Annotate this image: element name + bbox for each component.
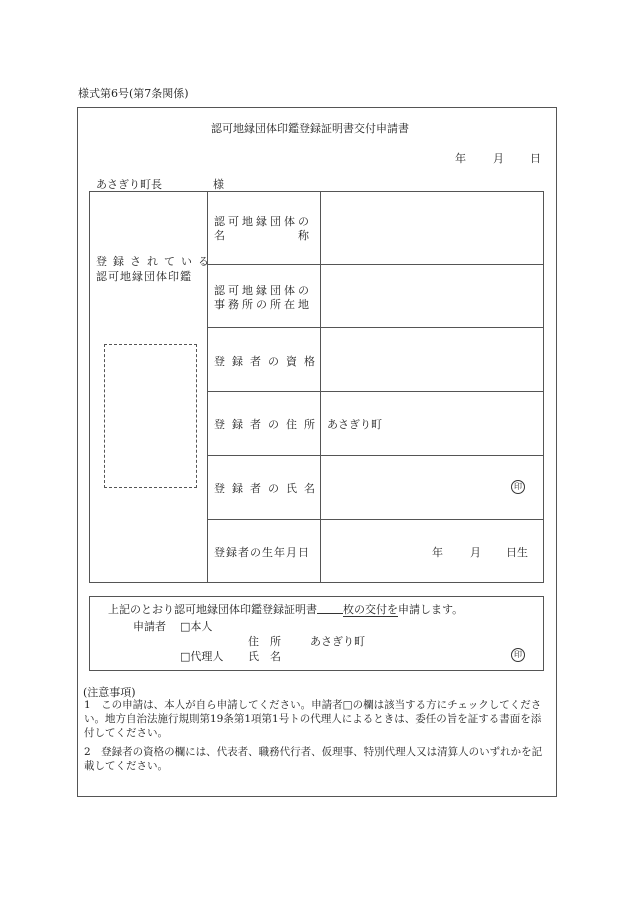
- row-value-registrant-address: あさぎり町: [327, 418, 382, 431]
- notes-heading: (注意事項): [83, 686, 136, 699]
- date-month: 月: [493, 152, 504, 165]
- table-row-line: [207, 519, 544, 520]
- birthdate-year: 年: [432, 546, 443, 559]
- note-item: 1 この申請は、本人が自ら申請してください。申請者□の欄は該当する方にチェックしてください。地方自治法施行規則第19条第1項第1号トの代理人によるときは、委任の旨を証する書面を添付してください。: [84, 699, 542, 739]
- registered-seal-label: 認可地縁団体印鑑: [96, 270, 192, 283]
- row-label-office-address: 事務所の所在地: [214, 298, 312, 311]
- addressee-name: あさぎり町長: [96, 178, 162, 191]
- note-item: 2 登録者の資格の欄には、代表者、職務代行者、仮理事、特別代理人又は清算人のいずれかを記載してください。: [84, 746, 543, 772]
- birthdate-day: 日生: [506, 546, 528, 559]
- applicant-seal-mark: 印: [511, 648, 525, 662]
- registered-seal-label: 登録されている: [96, 255, 215, 268]
- row-label-birthdate: 登録者の生年月日: [214, 546, 310, 559]
- row-label-qualification: 登録者の資格: [214, 355, 322, 368]
- addressee-honorific: 様: [213, 178, 224, 191]
- seal-impression-box: [104, 344, 197, 488]
- applicant-self-checkbox[interactable]: □本人: [180, 620, 213, 633]
- table-row-line: [207, 264, 544, 265]
- registrant-seal-mark: 印: [511, 480, 525, 494]
- birthdate-month: 月: [470, 546, 481, 559]
- form-number: 様式第6号(第7条関係): [78, 87, 189, 100]
- date-day: 日: [530, 152, 541, 165]
- table-row-line: [207, 327, 544, 328]
- request-text-end: 申請します。: [398, 603, 464, 616]
- request-text: 上記のとおり認可地縁団体印鑑登録証明書: [108, 603, 317, 616]
- date-year: 年: [455, 152, 466, 165]
- row-label-group-name: 認可地縁団体の: [214, 215, 312, 228]
- request-count-text: 枚の交付を: [343, 603, 398, 616]
- applicant-address-label: 住 所: [248, 635, 281, 648]
- applicant-label: 申請者: [133, 620, 166, 633]
- row-label-office-address: 認可地縁団体の: [214, 284, 312, 297]
- request-sentence: [108, 601, 463, 617]
- row-label-registrant-name: 登録者の氏名: [214, 482, 322, 495]
- copies-blank: [317, 601, 343, 614]
- form-title: 認可地縁団体印鑑登録証明書交付申請書: [211, 122, 409, 135]
- row-label-group-name: 名 称: [214, 229, 312, 242]
- table-divider: [320, 191, 321, 583]
- row-label-registrant-address: 登録者の住所: [214, 418, 322, 431]
- table-row-line: [207, 455, 544, 456]
- table-row-line: [207, 391, 544, 392]
- applicant-agent-checkbox[interactable]: □代理人: [180, 650, 224, 663]
- applicant-name-label: 氏 名: [248, 650, 281, 663]
- table-divider: [207, 191, 208, 583]
- applicant-address-value: あさぎり町: [310, 635, 365, 648]
